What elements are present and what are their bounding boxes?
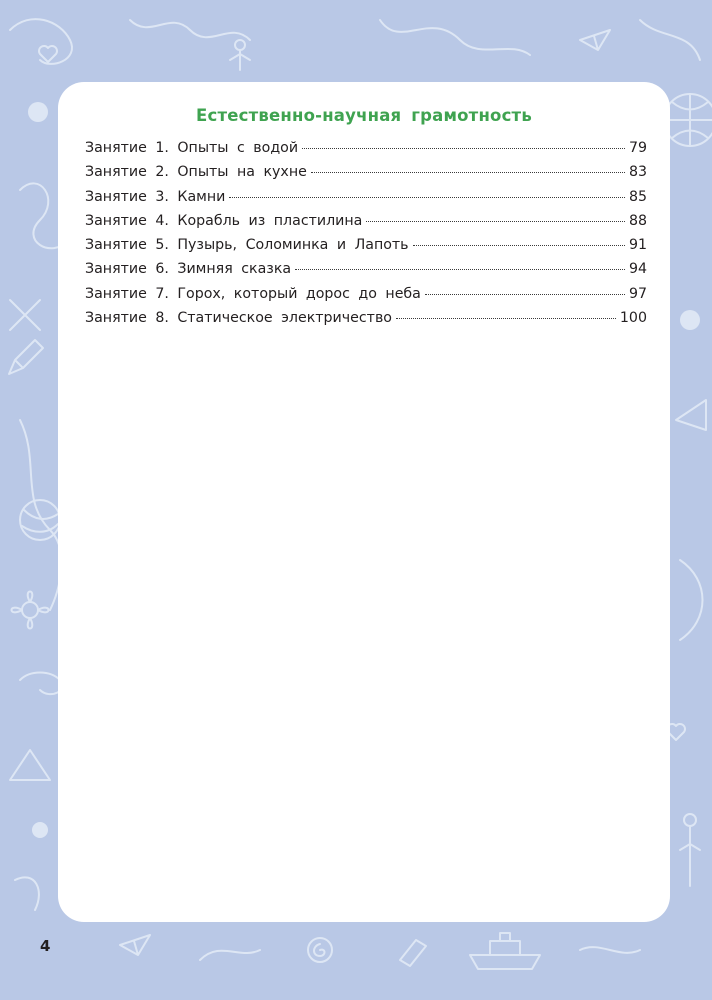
- toc-item-page: 100: [619, 310, 647, 327]
- toc-item[interactable]: [85, 310, 647, 334]
- toc-item-label: Занятие 7. Горох, который дорос до неба: [85, 285, 421, 302]
- dot-leader: [425, 294, 625, 295]
- vine-doodle: [380, 20, 530, 55]
- toc-item-label: Занятие 5. Пузырь, Соломинка и Лапоть: [85, 237, 409, 254]
- dot-doodle: [28, 102, 48, 122]
- toc-item[interactable]: [85, 189, 647, 213]
- wave-doodle: [130, 20, 250, 40]
- paper-plane-doodle-2: [120, 935, 150, 955]
- dot-leader: [302, 148, 625, 149]
- pencil-doodle-2: [400, 940, 426, 966]
- page-number: 4: [40, 937, 51, 955]
- content-card: [58, 82, 670, 922]
- dot-leader: [311, 172, 625, 173]
- heart-doodle: [39, 46, 57, 62]
- toc-item-label: Занятие 8. Статическое электричество: [85, 310, 392, 327]
- table-of-contents: [85, 140, 647, 334]
- toc-item-page: 91: [628, 237, 647, 254]
- toc-item[interactable]: [85, 286, 647, 310]
- toc-item-page: 83: [628, 164, 647, 181]
- snail-doodle: [20, 673, 63, 695]
- dot-leader: [229, 197, 625, 198]
- toc-item-label: Занятие 6. Зимняя сказка: [85, 261, 292, 278]
- flower-doodle: [235, 40, 245, 50]
- toc-item-label: Занятие 1. Опыты с водой: [85, 140, 299, 156]
- triangle-doodle: [10, 750, 50, 780]
- toc-item-page: 79: [628, 140, 647, 156]
- boat-doodle: [470, 933, 540, 969]
- dot-leader: [366, 221, 625, 222]
- swirl-doodle: [10, 19, 72, 64]
- toc-item-page: 85: [628, 188, 647, 205]
- paper-plane-doodle: [580, 30, 610, 50]
- dot-leader: [295, 269, 625, 270]
- pencil-doodle: [9, 340, 43, 374]
- toc-item[interactable]: [85, 261, 647, 285]
- toc-item-page: 94: [628, 261, 647, 278]
- yarn-ball-doodle: [20, 500, 60, 540]
- toc-item[interactable]: [85, 237, 647, 261]
- ruler-doodle: [676, 400, 706, 430]
- toc-item-page: 88: [628, 212, 647, 229]
- dot-leader: [413, 245, 625, 246]
- section-title: Естественно-научная грамотность: [196, 106, 532, 125]
- toc-item[interactable]: [85, 213, 647, 237]
- toc-item-label: Занятие 3. Камни: [85, 188, 226, 205]
- toc-item[interactable]: [85, 164, 647, 188]
- dot-leader: [396, 318, 616, 319]
- toc-item-label: Занятие 2. Опыты на кухне: [85, 164, 307, 181]
- toc-item-label: Занятие 4. Корабль из пластилина: [85, 212, 363, 229]
- toc-item[interactable]: [85, 140, 647, 164]
- flower-center-doodle: [22, 602, 38, 618]
- toc-item-page: 97: [628, 285, 647, 302]
